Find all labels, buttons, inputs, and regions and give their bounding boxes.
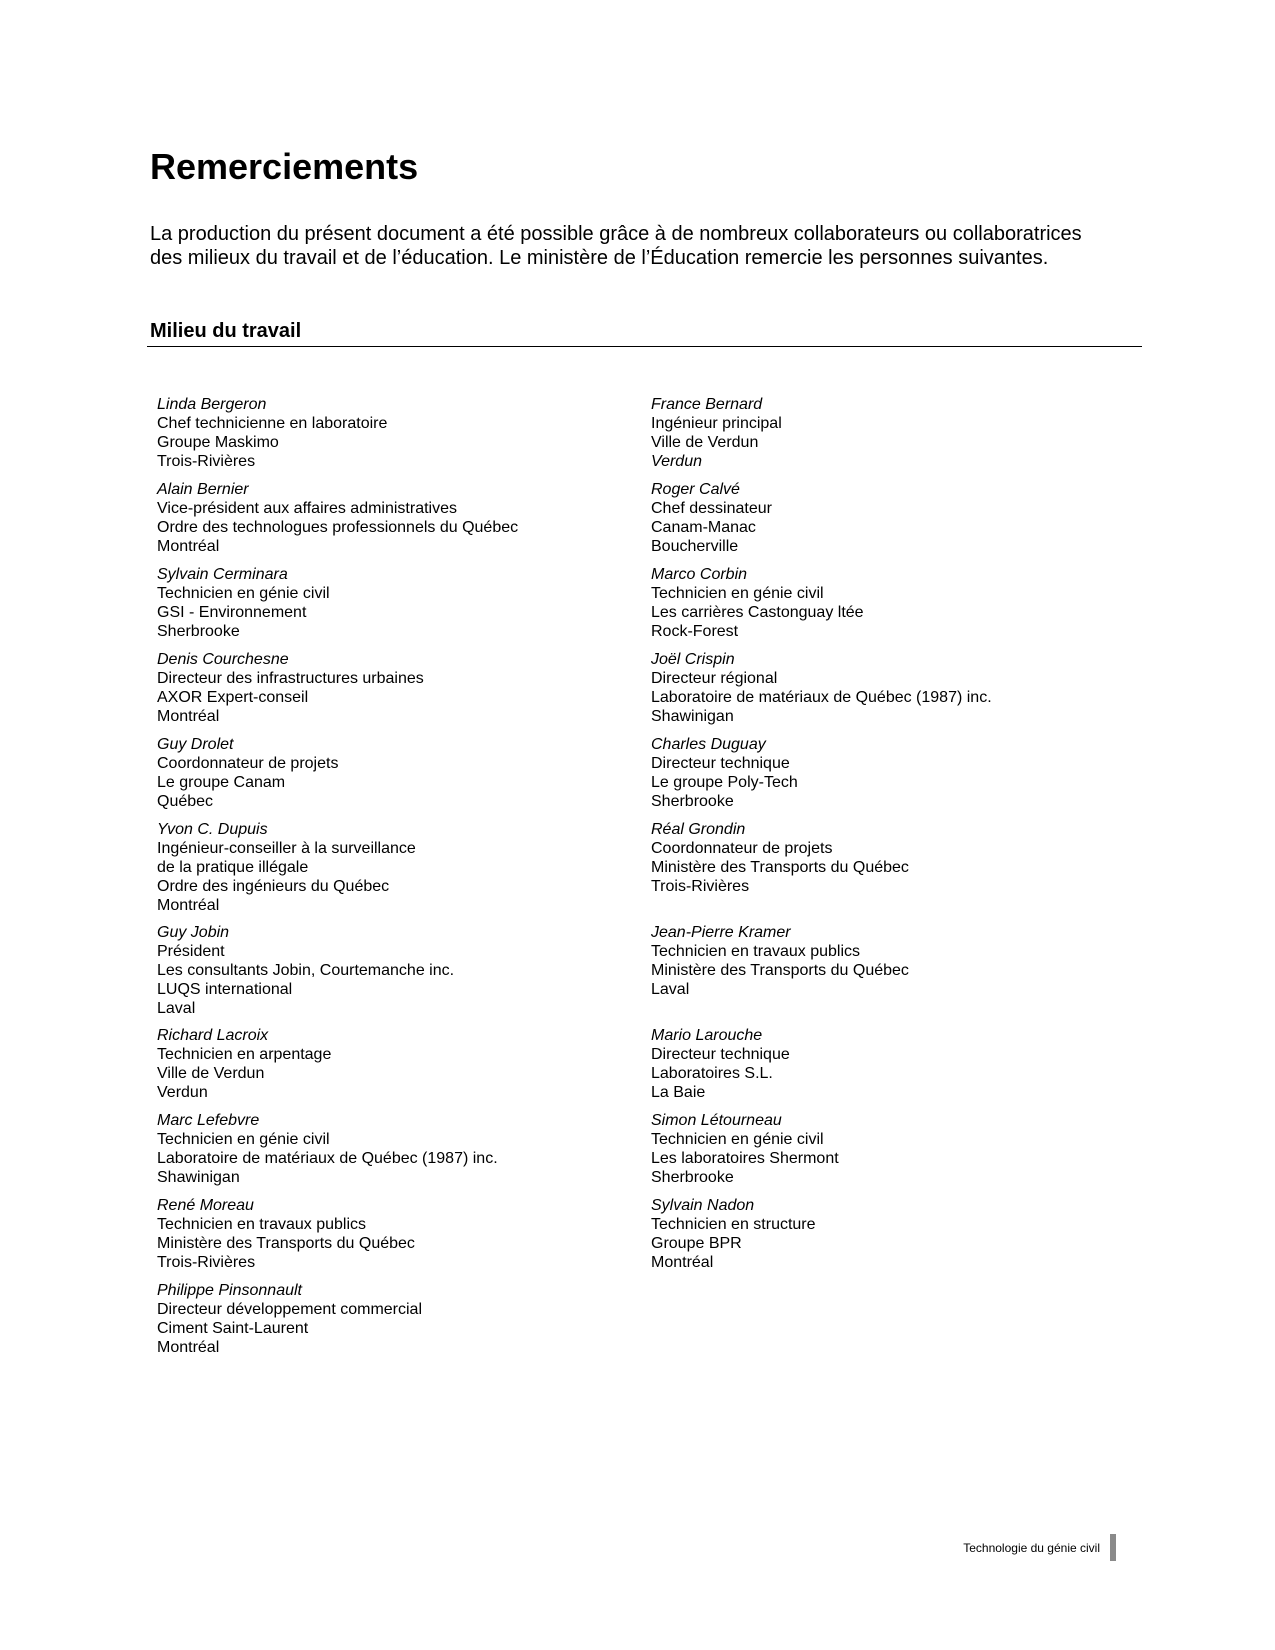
contact-entry xyxy=(157,1026,331,1102)
contact-detail-line: Technicien en génie civil xyxy=(651,585,824,602)
contact-name: Yvon C. Dupuis xyxy=(157,821,268,838)
footer-bar xyxy=(1110,1534,1116,1561)
contact-entry xyxy=(651,565,864,641)
contact-detail-line: Montréal xyxy=(651,1254,714,1271)
contact-entry xyxy=(651,1196,816,1272)
contact-name: Richard Lacroix xyxy=(157,1027,269,1044)
contact-detail-line: Laval xyxy=(651,981,690,998)
contact-detail-line: Shawinigan xyxy=(651,708,734,725)
contact-detail-line: Ingénieur principal xyxy=(651,415,782,432)
contact-name: Alain Bernier xyxy=(157,481,249,498)
contact-detail-line: Le groupe Canam xyxy=(157,774,286,791)
contact-detail-line: Laboratoire de matériaux de Québec (1987) inc. xyxy=(651,689,992,706)
contact-detail-line: Sherbrooke xyxy=(157,623,240,640)
contact-detail-line: Ministère des Transports du Québec xyxy=(651,962,909,979)
contact-detail-line: Trois-Rivières xyxy=(157,453,256,470)
contact-detail-line: Laboratoires S.L. xyxy=(651,1065,773,1082)
contact-detail-line: Montréal xyxy=(157,538,220,555)
contact-detail-line: Les laboratoires Shermont xyxy=(651,1150,839,1167)
contact-detail-line: Verdun xyxy=(651,453,702,470)
contact-detail-line: Montréal xyxy=(157,708,220,725)
contact-name: Guy Drolet xyxy=(157,736,234,753)
contact-entry xyxy=(157,923,454,1018)
contact-detail-line: Canam-Manac xyxy=(651,519,756,536)
contact-name: Charles Duguay xyxy=(651,736,766,753)
contact-entry xyxy=(157,1111,498,1187)
contact-detail-line: Ordre des ingénieurs du Québec xyxy=(157,878,390,895)
contact-detail-line: Technicien en travaux publics xyxy=(651,943,861,960)
contact-entry xyxy=(157,650,424,726)
contact-name: Simon Létourneau xyxy=(651,1112,782,1129)
contact-name: Jean-Pierre Kramer xyxy=(651,924,791,941)
contact-detail-line: Verdun xyxy=(157,1084,208,1101)
contact-detail-line: Chef technicienne en laboratoire xyxy=(157,415,388,432)
contact-detail-line: GSI - Environnement xyxy=(157,604,307,621)
contact-entry xyxy=(157,820,416,915)
contact-entry xyxy=(651,1111,839,1187)
contact-detail-line: Laboratoire de matériaux de Québec (1987) inc. xyxy=(157,1150,498,1167)
contact-detail-line: Rock-Forest xyxy=(651,623,739,640)
contact-entry xyxy=(651,735,798,811)
contact-entry xyxy=(157,735,338,811)
contact-name: Roger Calvé xyxy=(651,481,740,498)
contact-detail-line: Les consultants Jobin, Courtemanche inc. xyxy=(157,962,455,979)
contact-detail-line: Directeur des infrastructures urbaines xyxy=(157,670,424,687)
contact-detail-line: Trois-Rivières xyxy=(651,878,750,895)
contact-name: Réal Grondin xyxy=(651,821,746,838)
contact-detail-line: Directeur technique xyxy=(651,1046,790,1063)
contact-detail-line: La Baie xyxy=(651,1084,706,1101)
contact-detail-line: Groupe Maskimo xyxy=(157,434,279,451)
contact-entry xyxy=(651,1026,790,1102)
contact-detail-line: Technicien en génie civil xyxy=(157,1131,330,1148)
section-divider xyxy=(147,346,1142,347)
contact-detail-line: Groupe BPR xyxy=(651,1235,742,1252)
contact-detail-line: Montréal xyxy=(157,1339,220,1356)
contact-detail-line: Technicien en structure xyxy=(651,1216,816,1233)
contact-detail-line: Directeur développement commercial xyxy=(157,1301,422,1318)
contact-entry xyxy=(651,480,772,556)
contact-detail-line: Ville de Verdun xyxy=(651,434,759,451)
contact-detail-line: Le groupe Poly-Tech xyxy=(651,774,798,791)
contact-name: Marco Corbin xyxy=(651,566,748,583)
contact-detail-line: Coordonnateur de projets xyxy=(157,755,339,772)
section-heading: Milieu du travail xyxy=(150,320,302,342)
contact-detail-line: AXOR Expert-conseil xyxy=(157,689,309,706)
contact-name: France Bernard xyxy=(651,396,763,413)
intro-line-2: des milieux du travail et de l’éducation. Le ministère de l’Éducation remercie les personnes suivantes. xyxy=(150,247,1049,269)
contact-detail-line: Technicien en travaux publics xyxy=(157,1216,367,1233)
contact-detail-line: LUQS international xyxy=(157,981,293,998)
contact-detail-line: Directeur technique xyxy=(651,755,790,772)
contact-detail-line: Sherbrooke xyxy=(651,793,734,810)
contact-entry xyxy=(157,1281,422,1357)
contact-detail-line: Chef dessinateur xyxy=(651,500,772,517)
contact-entry xyxy=(651,395,782,471)
contact-detail-line: Technicien en génie civil xyxy=(157,585,330,602)
contact-entry xyxy=(157,565,330,641)
contact-detail-line: Laval xyxy=(157,1000,196,1017)
contact-detail-line: Ingénieur-conseiller à la surveillance xyxy=(157,840,416,857)
contact-detail-line: Ville de Verdun xyxy=(157,1065,265,1082)
contact-entry xyxy=(651,820,909,896)
contact-detail-line: Sherbrooke xyxy=(651,1169,734,1186)
contact-detail-line: Trois-Rivières xyxy=(157,1254,256,1271)
contact-name: Mario Larouche xyxy=(651,1027,763,1044)
contact-detail-line: Shawinigan xyxy=(157,1169,240,1186)
contact-name: Sylvain Cerminara xyxy=(157,566,288,583)
contact-detail-line: Directeur régional xyxy=(651,670,778,687)
contact-entry xyxy=(157,395,387,471)
contact-entry xyxy=(651,650,992,726)
footer-title: Technologie du génie civil xyxy=(963,1541,1100,1555)
contact-detail-line: Les carrières Castonguay ltée xyxy=(651,604,864,621)
contact-detail-line: Ordre des technologues professionnels du Québec xyxy=(157,519,519,536)
contact-name: Joël Crispin xyxy=(651,651,735,668)
contact-detail-line: Technicien en génie civil xyxy=(651,1131,824,1148)
contact-name: Denis Courchesne xyxy=(157,651,289,668)
contact-detail-line: de la pratique illégale xyxy=(157,859,309,876)
page-title: Remerciements xyxy=(150,146,419,187)
contact-detail-line: Boucherville xyxy=(651,538,739,555)
contact-detail-line: Président xyxy=(157,943,225,960)
contact-name: Guy Jobin xyxy=(157,924,230,941)
contact-detail-line: Ministère des Transports du Québec xyxy=(651,859,909,876)
contact-detail-line: Vice-président aux affaires administratives xyxy=(157,500,457,517)
contact-detail-line: Québec xyxy=(157,793,214,810)
contact-name: Philippe Pinsonnault xyxy=(157,1282,302,1299)
contact-entry xyxy=(157,480,518,556)
contact-name: Linda Bergeron xyxy=(157,396,267,413)
contact-name: Sylvain Nadon xyxy=(651,1197,755,1214)
contact-detail-line: Ministère des Transports du Québec xyxy=(157,1235,415,1252)
contact-entry xyxy=(157,1196,415,1272)
contact-entry xyxy=(651,923,909,999)
intro-paragraph xyxy=(150,222,1140,270)
contact-detail-line: Montréal xyxy=(157,897,220,914)
contact-detail-line: Coordonnateur de projets xyxy=(651,840,833,857)
contact-detail-line: Ciment Saint-Laurent xyxy=(157,1320,309,1337)
contact-detail-line: Technicien en arpentage xyxy=(157,1046,332,1063)
intro-line-1: La production du présent document a été possible grâce à de nombreux collaborateurs ou collaboratrices xyxy=(150,223,1082,245)
contact-name: Marc Lefebvre xyxy=(157,1112,260,1129)
contact-name: René Moreau xyxy=(157,1197,254,1214)
